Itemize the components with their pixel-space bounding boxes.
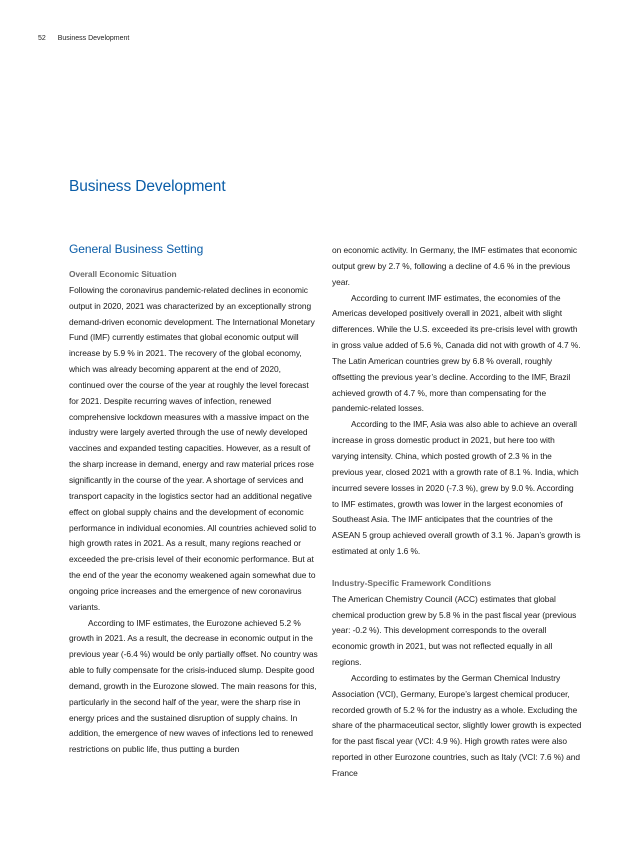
page-number: 52 [38,35,46,42]
subsection-title: General Business Setting [69,242,204,256]
body-paragraph: on economic activity. In Germany, the IMF estimates that economic output grew by 2.7 %, following a decline of 4.6 % in the previous year. [332,245,577,287]
body-paragraph: According to current IMF estimates, the economies of the Americas developed positively overall in 2021, albeit with slight differences. While the U.S. exceeded its pre-crisis level with growth in gross value added of 5.6 %, Canada did not with growth of 4.7 %. The Latin American countries grew by 6.8 % overall, roughly offsetting the previous year’s decline. According to the IMF, Brazil achieved growth of 4.7 %, more than compensating for the pandemic-related losses. [332,292,581,414]
page-header [38,35,129,42]
body-paragraph: According to estimates by the German Chemical Industry Association (VCI), Germany, Europe’s largest chemical producer, recorded growth of 5.2 % for the industry as a whole. Excluding the share of the pharmaceutical sector, slightly lower growth is expected for the past fiscal year (VCI: 4.9 %). High growth rates were also reported in other Eurozone countries, such as Italy (VCI: 7.6 %) and France [332,672,582,778]
body-paragraph: The American Chemistry Council (ACC) estimates that global chemical production grew by 5.8 % in the past fiscal year (previous year: -0.2 %). This development corresponds to the overall economic growth in 2021, but was not reflected equally in all regions. [332,593,577,668]
paragraph-heading: Industry-Specific Framework Conditions [332,577,492,588]
right-column [332,243,582,782]
paragraph-gap [332,560,582,576]
body-paragraph: Following the coronavirus pandemic-related declines in economic output in 2020, 2021 was characterized by an exceptionally strong demand-driven economic development. The International Monetary Fund (IMF) currently estimates that global economic output will increase by 5.9 % in 2021. The recovery of the global economy, which was already becoming apparent at the end of 2020, continued over the course of the year at roughly the level forecast for 2021. Despite recurring waves of infection, renewed comprehensive lockdown measures with a massive impact on the industry were largely averted through the use of newly developed vaccines and expanded testing capacities. However, as a result of the sharp increase in demand, energy and raw material prices rose significantly in the course of the year. A shortage of services and transport capacity in the logistics sector had an additional negative effect on global supply chains and the development of economic performance in individual economies. All countries achieved solid to high growth rates in 2021. As a result, many regions reached or exceeded the pre-crisis level of their economic performance. But at the end of the year the economy weakened again somewhat due to ongoing price increases and the emergence of new coronavirus variants. [69,284,317,612]
left-column [69,240,319,758]
body-paragraph: According to the IMF, Asia was also able to achieve an overall increase in gross domestic product in 2021, but here too with varying intensity. China, which posted growth of 2.3 % in the previous year, closed 2021 with a growth rate of 8.1 %. India, which incurred severe losses in 2020 (-7.3 %), grew by 9.0 %. According to IMF estimates, growth was lower in the largest economies of Southeast Asia. The IMF anticipates that the countries of the ASEAN 5 group achieved overall growth of 3.1 %. Japan’s growth is estimated at only 1.6 %. [332,419,581,557]
paragraph-heading: Overall Economic Situation [69,269,177,279]
section-title: Business Development [69,178,226,195]
body-paragraph: According to IMF estimates, the Eurozone achieved 5.2 % growth in 2021. As a result, the decrease in economic output in the previous year (-6.4 %) would be only partially offset. No country was able to fully compensate for the crisis-induced slump. Despite good demand, growth in the Eurozone slowed. The main reasons for this, particularly in the second half of the year, were the sharp rise in energy prices and the sustained disruption of supply chains. In addition, the emergence of new waves of infections led to renewed restrictions on public life, thus putting a burden [69,617,318,755]
running-title: Business Development [57,35,130,42]
